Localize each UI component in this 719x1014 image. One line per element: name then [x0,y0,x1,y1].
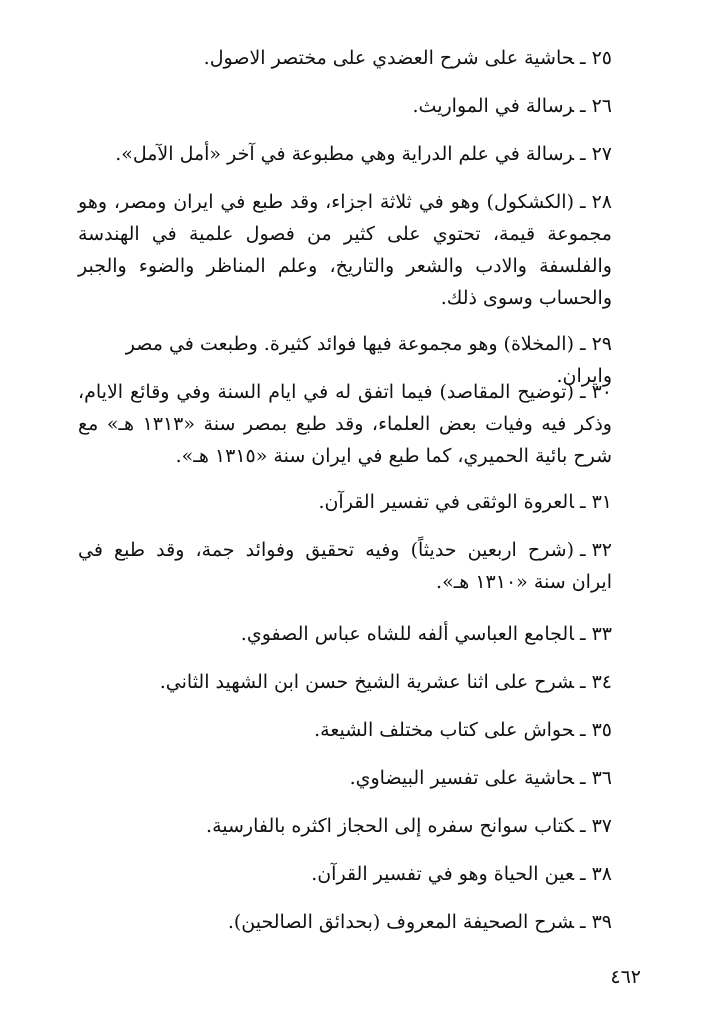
list-item [78,666,612,714]
item-separator: ـ [580,863,586,885]
page-number: ٤٦٢ [610,966,641,988]
item-number: ٣٣ [591,623,612,645]
item-number: ٣١ [591,491,612,513]
item-separator: ـ [580,381,586,403]
item-text: كتاب سوانح سفره إلى الحجاز اكثره بالفارسية. [206,815,574,837]
list-item [78,858,612,906]
item-separator: ـ [580,539,586,561]
item-separator: ـ [580,671,586,693]
list-item [78,138,612,186]
item-number: ٢٦ [591,95,612,117]
item-text: شرح على اثنا عشرية الشيخ حسن ابن الشهيد الثاني. [159,671,574,693]
item-text: حاشية على تفسير البيضاوي. [349,767,574,789]
item-text: رسالة في علم الدراية وهي مطبوعة في آخر «أمل الآمل». [115,143,574,165]
list-item [78,186,612,314]
bibliography-list [78,42,612,954]
item-separator: ـ [580,719,586,741]
list-item [78,810,612,858]
item-text: عين الحياة وهو في تفسير القرآن. [311,863,574,885]
item-number: ٣٨ [591,863,612,885]
item-number: ٣٦ [591,767,612,789]
item-text: (المخلاة) وهو مجموعة فيها فوائد كثيرة. وطبعت في مصر وايران. [125,333,612,387]
item-separator: ـ [580,767,586,789]
item-separator: ـ [580,333,586,355]
list-item [78,714,612,762]
item-separator: ـ [580,143,586,165]
item-separator: ـ [580,47,586,69]
list-item [78,328,612,387]
item-text: (توضيح المقاصد) فيما اتفق له في ايام السنة وفي وقائع الايام، وذكر فيه وفيات بعض العلماء، وقد طبع بمصر سنة «١٣١٣ هـ» مع شرح بائية الحميري، كما طبع في ايران سنة «١٣١٥ هـ». [78,381,612,467]
list-item [78,534,612,598]
item-text: (شرح اربعين حديثاً) وفيه تحقيق وفوائد جمة، وقد طبع في ايران سنة «١٣١٠ هـ». [78,539,612,593]
list-item [78,618,612,666]
item-number: ٢٧ [591,143,612,165]
list-item [78,486,612,534]
item-text: حواش على كتاب مختلف الشيعة. [314,719,574,741]
item-number: ٣٥ [591,719,612,741]
item-separator: ـ [580,815,586,837]
item-number: ٣٤ [591,671,612,693]
item-number: ٣٠ [591,381,612,403]
list-item [78,762,612,810]
item-number: ٣٩ [591,911,612,933]
item-separator: ـ [580,191,586,213]
item-text: العروة الوثقى في تفسير القرآن. [318,491,574,513]
list-item [78,42,612,90]
item-number: ٣٢ [591,539,612,561]
item-text: (الكشكول) وهو في ثلاثة اجزاء، وقد طبع في ايران ومصر، وهو مجموعة قيمة، تحتوي على كثير من فصول علمية في الهندسة والفلسفة والادب والشعر والتاريخ، وعلم المناظر والضوء والجبر والحساب وسوى ذلك. [78,191,612,309]
item-separator: ـ [580,911,586,933]
list-item [78,376,612,472]
item-text: شرح الصحيفة المعروف (بحدائق الصالحين). [227,911,574,933]
item-separator: ـ [580,491,586,513]
list-item [78,906,612,954]
list-item [78,90,612,138]
item-separator: ـ [580,623,586,645]
item-text: حاشية على شرح العضدي على مختصر الاصول. [203,47,574,69]
item-number: ٢٩ [591,333,612,355]
item-separator: ـ [580,95,586,117]
item-number: ٣٧ [591,815,612,837]
item-number: ٢٥ [591,47,612,69]
item-text: رسالة في المواريث. [412,95,574,117]
item-text: الجامع العباسي ألفه للشاه عباس الصفوي. [240,623,574,645]
item-number: ٢٨ [591,191,612,213]
